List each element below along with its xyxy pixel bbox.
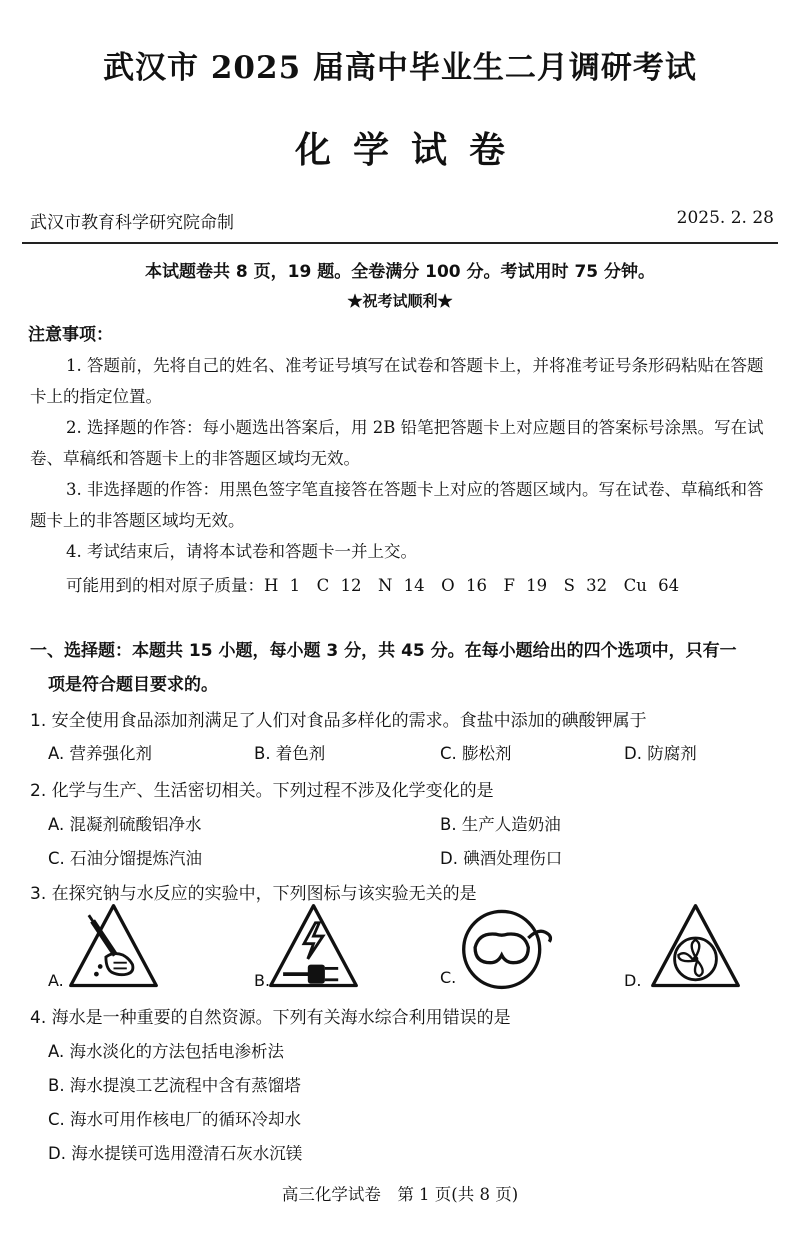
sharp-object-warning-icon <box>66 900 161 995</box>
question-2-option-c: C. 石油分馏提炼汽油 <box>48 849 203 868</box>
question-2-option-b: B. 生产人造奶油 <box>440 815 561 834</box>
question-1-option-b: B. 着色剂 <box>254 744 326 763</box>
section-heading-line-2: 项是符合题目要求的。 <box>48 675 218 695</box>
notice-item-1: 1. 答题前，先将自己的姓名、准考证号填写在试卷和答题卡上，并将准考证号条形码粘贴在答题卡上的指定位置。 <box>30 356 764 406</box>
page-footer: 高三化学试卷 第 1 页(共 8 页) <box>281 1185 519 1204</box>
question-4-option-d: D. 海水提镁可选用澄清石灰水沉镁 <box>48 1144 303 1163</box>
question-2-stem: 2. 化学与生产、生活密切相关。下列过程不涉及化学变化的是 <box>30 781 494 801</box>
question-3-option-a-label: A. <box>48 971 64 990</box>
question-3-option-d-label: D. <box>624 971 642 990</box>
notice-heading: 注意事项： <box>28 325 113 345</box>
publisher: 武汉市教育科学研究院命制 <box>30 213 234 233</box>
question-3-option-b-label: B. <box>254 971 271 990</box>
question-4-option-a: A. 海水淡化的方法包括电渗析法 <box>48 1042 284 1061</box>
electrical-plug-warning-icon <box>266 900 361 995</box>
exam-date: 2025. 2. 28 <box>676 208 774 228</box>
notice-item-4: 4. 考试结束后，请将本试卷和答题卡一并上交。 <box>66 542 417 561</box>
question-4-option-c: C. 海水可用作核电厂的循环冷却水 <box>48 1110 302 1129</box>
goggles-icon <box>458 900 553 995</box>
question-4-stem: 4. 海水是一种重要的自然资源。下列有关海水综合利用错误的是 <box>30 1008 511 1028</box>
notice-item-2: 2. 选择题的作答：每小题选出答案后，用 2B 铅笔把答题卡上对应题目的答案标号涂黑。写在试卷、草稿纸和答题卡上的非答题区域均无效。 <box>30 418 764 468</box>
question-1-option-d: D. 防腐剂 <box>624 744 697 763</box>
section-heading-line-1: 一、选择题：本题共 15 小题，每小题 3 分，共 45 分。在每小题给出的四个选项中，只有一 <box>30 641 737 661</box>
question-2-option-d: D. 碘酒处理伤口 <box>440 849 563 868</box>
good-luck-line: ★祝考试顺利★ <box>347 292 453 310</box>
subject-title: 化学试卷 <box>294 129 527 171</box>
notice-item-3: 3. 非选择题的作答：用黑色签字笔直接答在答题卡上对应的答题区域内。写在试卷、草稿纸和答题卡上的非答题区域均无效。 <box>30 480 764 530</box>
question-1-stem: 1. 安全使用食品添加剂满足了人们对食品多样化的需求。食盐中添加的碘酸钾属于 <box>30 711 647 731</box>
question-3-stem: 3. 在探究钠与水反应的实验中，下列图标与该实验无关的是 <box>30 884 477 904</box>
section-heading <box>30 634 780 702</box>
exam-info-line: 本试题卷共 8 页，19 题。全卷满分 100 分。考试用时 75 分钟。 <box>144 262 656 282</box>
question-2-option-a: A. 混凝剂硫酸铝净水 <box>48 815 202 834</box>
header-divider <box>22 242 778 244</box>
question-3-option-c-label: C. <box>440 968 457 987</box>
atomic-mass-line: 可能用到的相对原子质量：H 1 C 12 N 14 O 16 F 19 S 32 Cu 64 <box>66 576 680 595</box>
question-1-option-c: C. 膨松剂 <box>440 744 512 763</box>
question-1-option-a: A. 营养强化剂 <box>48 744 152 763</box>
question-4-option-b: B. 海水提溴工艺流程中含有蒸馏塔 <box>48 1076 301 1095</box>
exam-main-title: 武汉市 2025 届高中毕业生二月调研考试 <box>103 50 697 86</box>
ventilation-fan-icon <box>648 900 743 995</box>
